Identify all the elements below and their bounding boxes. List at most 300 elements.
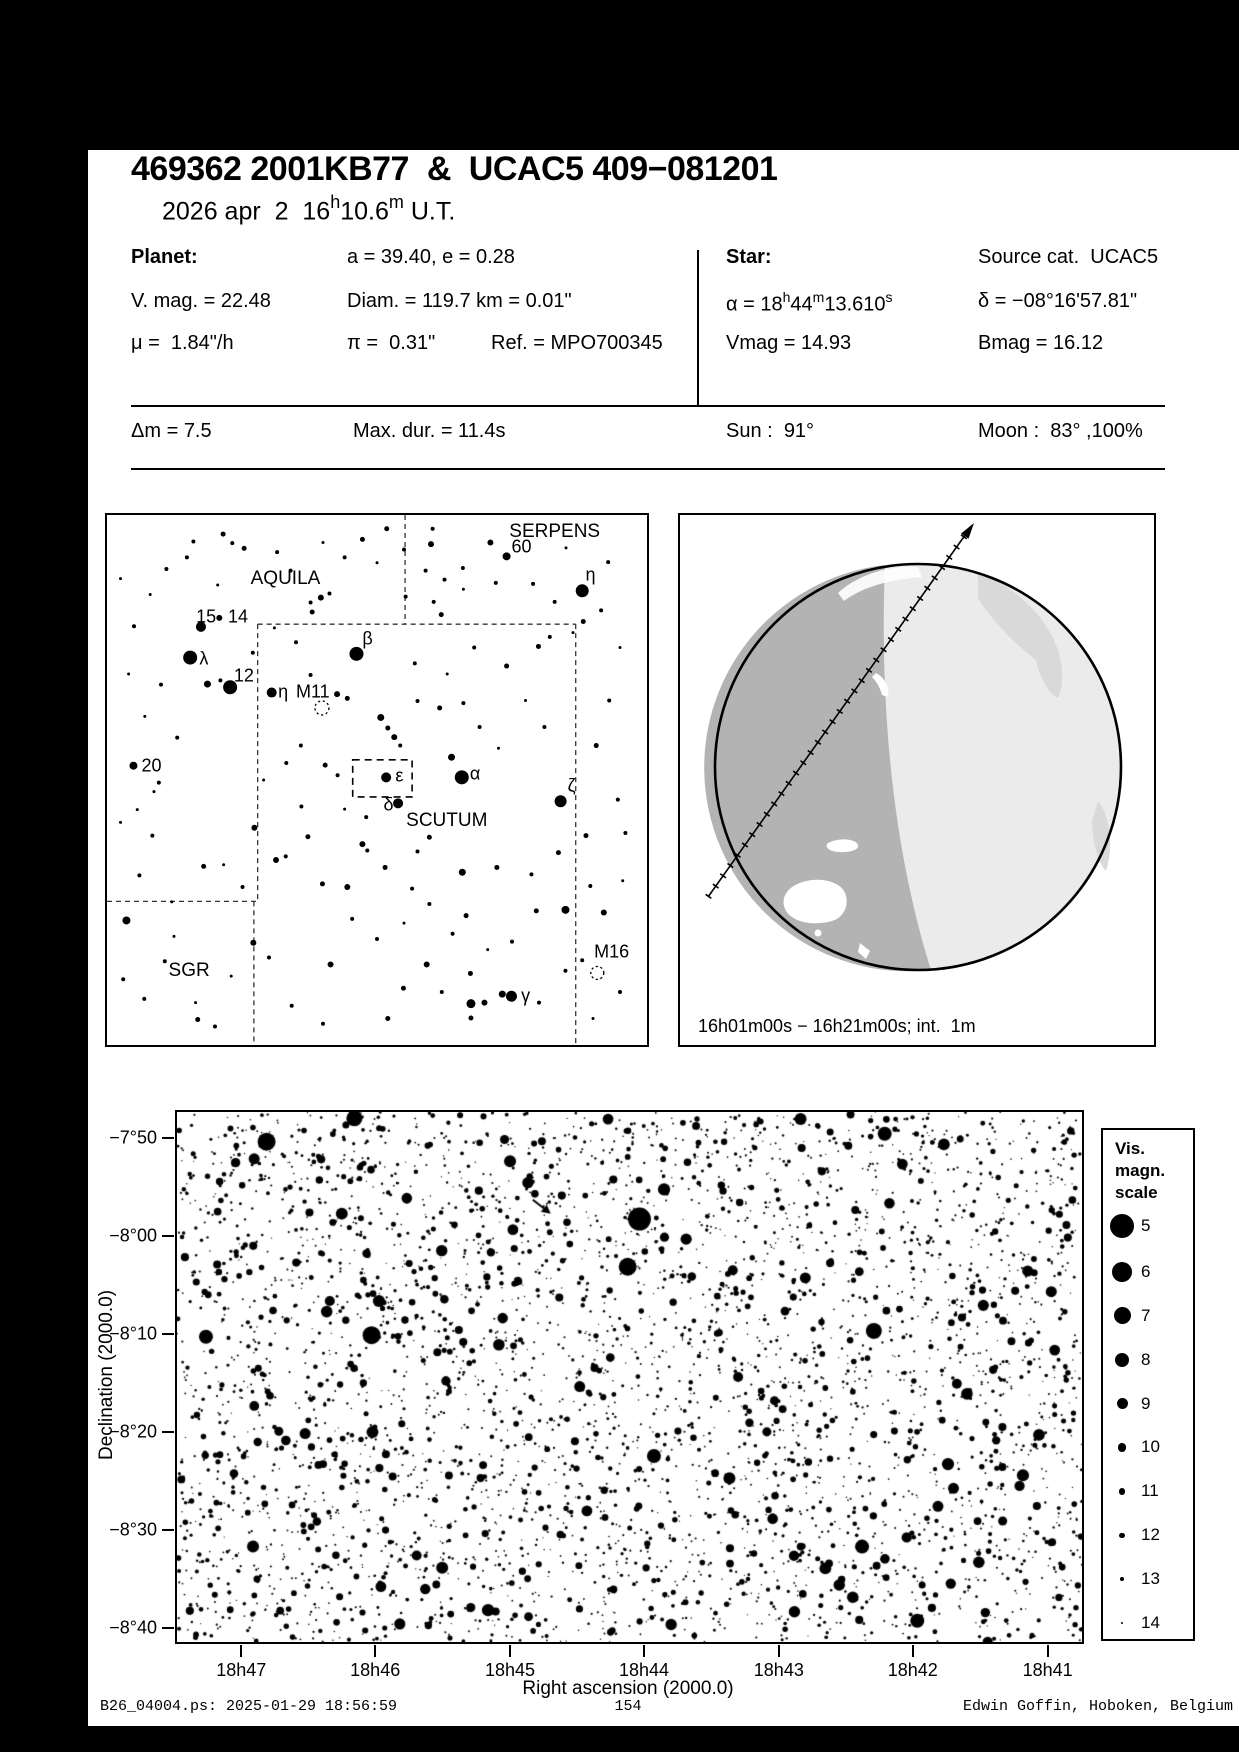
star-dot xyxy=(216,615,222,621)
chart-label-η: η xyxy=(585,564,596,585)
magnitude-drop: Δm = 7.5 xyxy=(131,420,212,442)
star-dot xyxy=(242,546,247,551)
star-dot xyxy=(129,762,137,770)
star-dot xyxy=(616,798,620,802)
star-dot xyxy=(364,815,368,819)
star-dot xyxy=(349,647,363,661)
x-tick-mark xyxy=(374,1645,376,1657)
star-dot xyxy=(385,1016,390,1021)
star-dot xyxy=(487,540,493,546)
star-dot xyxy=(343,808,346,811)
magnitude-dot xyxy=(1118,1443,1127,1452)
legend-dot-wrap xyxy=(1103,1262,1141,1282)
footer-author: Edwin Goffin, Hoboken, Belgium xyxy=(962,1698,1233,1715)
star-dot xyxy=(185,555,189,559)
legend-dot-wrap xyxy=(1103,1443,1141,1452)
chart-label-60: 60 xyxy=(511,536,532,557)
magnitude-value: 10 xyxy=(1141,1437,1160,1457)
star-dot xyxy=(427,902,431,906)
star-dot xyxy=(320,881,325,886)
sun-elongation: Sun : 91° xyxy=(726,420,815,442)
star-dot xyxy=(410,887,414,891)
legend-dot-wrap xyxy=(1103,1307,1141,1324)
star-dot xyxy=(486,948,489,951)
star-dot xyxy=(402,547,406,551)
star-dot xyxy=(576,584,589,597)
star-dot xyxy=(163,959,167,963)
star-dot xyxy=(383,865,388,870)
chart-label-m16: M16 xyxy=(594,941,630,962)
star-dot xyxy=(548,635,552,639)
y-tick-label: −8°30 xyxy=(109,1519,157,1540)
star-field-canvas xyxy=(177,1112,1082,1642)
column-divider xyxy=(697,250,699,407)
legend-entry-mag-12 xyxy=(1103,1525,1193,1545)
separator-line-bottom xyxy=(131,468,1165,470)
star-heading: Star: xyxy=(726,246,772,268)
star-dot xyxy=(290,1004,294,1008)
star-dot xyxy=(504,664,509,669)
y-tick-label: −8°40 xyxy=(109,1617,157,1638)
legend-entry-mag-10 xyxy=(1103,1437,1193,1457)
event-datetime xyxy=(162,194,455,226)
star-dot xyxy=(294,640,298,644)
minute-superscript: m xyxy=(388,192,404,212)
star-dot xyxy=(204,681,211,688)
legend-title-line2: magn. xyxy=(1115,1161,1166,1181)
event-hour: 16 xyxy=(302,197,331,226)
star-source-catalog: Source cat. UCAC5 xyxy=(978,246,1159,268)
legend-title-line1: Vis. xyxy=(1115,1139,1145,1158)
alpha-value: α = 18 xyxy=(726,293,783,316)
star-dot xyxy=(376,561,379,564)
x-tick-label: 18h47 xyxy=(216,1660,267,1680)
magnitude-value: 12 xyxy=(1141,1525,1160,1545)
chart-label-m11: M11 xyxy=(296,681,330,702)
star-dot xyxy=(510,940,514,944)
legend-entry-mag-5 xyxy=(1103,1214,1193,1238)
planet-motion: μ = 1.84"/h xyxy=(131,332,234,354)
chart-label-serpens: SERPENS xyxy=(509,520,601,542)
star-dot xyxy=(322,541,325,544)
chart-label-λ: λ xyxy=(199,648,209,669)
star-dot xyxy=(416,699,420,703)
legend-entry-mag-13 xyxy=(1103,1569,1193,1589)
star-dot xyxy=(191,540,195,544)
star-dot xyxy=(216,583,219,586)
chart-label-γ: γ xyxy=(521,985,531,1006)
star-dot xyxy=(553,600,557,604)
chart-label-12: 12 xyxy=(233,665,254,686)
star-dot xyxy=(309,673,313,677)
legend-entry-mag-14 xyxy=(1103,1613,1193,1633)
star-dot xyxy=(621,879,624,882)
star-dot xyxy=(149,593,152,596)
earth-globe xyxy=(680,515,1154,1045)
legend-entry-mag-11 xyxy=(1103,1481,1193,1501)
planet-parallax: π = 0.31" xyxy=(347,332,436,354)
y-tick-mark xyxy=(162,1137,174,1139)
alpha-sup-m: m xyxy=(812,289,825,305)
star-dot xyxy=(398,744,402,748)
footer-page-number: 154 xyxy=(614,1698,642,1715)
legend-dot-wrap xyxy=(1103,1577,1141,1581)
star-dot xyxy=(531,582,535,586)
magnitude-value: 9 xyxy=(1141,1393,1151,1413)
legend-rows xyxy=(1103,1214,1193,1633)
star-dot xyxy=(159,683,163,687)
event-date: 2026 apr 2 xyxy=(162,197,303,226)
chart-label-δ: δ xyxy=(383,794,394,815)
star-dot xyxy=(377,714,384,721)
x-tick-mark xyxy=(643,1645,645,1657)
legend-dot-wrap xyxy=(1103,1622,1141,1624)
star-dot xyxy=(437,705,442,710)
y-tick-mark xyxy=(162,1235,174,1237)
star-dot xyxy=(381,772,391,782)
star-dot xyxy=(607,699,611,703)
star-dot xyxy=(175,736,179,740)
star-dot xyxy=(284,854,288,858)
star-dot xyxy=(213,1024,217,1028)
event-minute: 10.6 xyxy=(340,197,389,226)
legend-dot-wrap xyxy=(1103,1398,1141,1409)
star-dot xyxy=(427,835,432,840)
star-dot xyxy=(152,790,155,793)
chart-label-15: 15 xyxy=(196,606,217,627)
star-dot xyxy=(451,932,455,936)
star-dot xyxy=(170,900,173,903)
legend-entry-mag-9 xyxy=(1103,1394,1193,1414)
magnitude-dot xyxy=(1117,1398,1128,1409)
y-tick-label: −7°50 xyxy=(109,1127,157,1148)
star-dot xyxy=(494,581,498,585)
star-dot xyxy=(393,798,403,808)
chart-label-20: 20 xyxy=(141,755,162,776)
planet-orbit: a = 39.40, e = 0.28 xyxy=(347,246,515,268)
star-dot xyxy=(250,940,256,946)
star-dot xyxy=(461,701,465,705)
magnitude-dot xyxy=(1112,1262,1132,1282)
magnitude-dot xyxy=(1110,1214,1134,1238)
footer-filename: B26_04004.ps: 2025-01-29 18:56:59 xyxy=(100,1698,398,1715)
star-dot xyxy=(623,831,627,835)
star-dot xyxy=(350,917,354,921)
star-dot xyxy=(345,696,350,701)
magnitude-dot xyxy=(1115,1353,1129,1367)
star-dot xyxy=(468,971,473,976)
star-dot xyxy=(464,913,469,918)
star-dot xyxy=(428,541,434,547)
continent-new-zealand-south xyxy=(846,963,858,976)
star-dot xyxy=(592,1017,595,1020)
x-tick-label: 18h44 xyxy=(618,1660,669,1680)
magnitude-value: 8 xyxy=(1141,1349,1151,1369)
star-dot xyxy=(497,747,500,750)
star-dot xyxy=(328,961,334,967)
star-dot xyxy=(318,595,324,601)
star-dot xyxy=(494,865,499,870)
magnitude-dot xyxy=(1120,1577,1124,1581)
star-dot xyxy=(537,1001,541,1005)
star-dot xyxy=(122,916,130,924)
star-dot xyxy=(299,744,303,748)
y-tick-mark xyxy=(162,1627,174,1629)
star-dot xyxy=(401,986,406,991)
star-dot xyxy=(478,725,482,729)
star-dot xyxy=(413,661,417,665)
star-dot xyxy=(416,850,420,854)
alpha-sec: 13.610 xyxy=(824,293,886,316)
star-dot xyxy=(472,646,476,650)
magnitude-legend xyxy=(1101,1128,1195,1641)
star-dot xyxy=(143,715,146,718)
star-dot xyxy=(499,991,506,998)
star-dot xyxy=(222,863,225,866)
magnitude-value: 11 xyxy=(1141,1481,1159,1501)
star-dot xyxy=(267,688,277,698)
legend-dot-wrap xyxy=(1103,1353,1141,1367)
x-tick-mark xyxy=(240,1645,242,1657)
magnitude-value: 13 xyxy=(1141,1569,1160,1588)
legend-dot-wrap xyxy=(1103,1214,1141,1238)
star-dot xyxy=(565,546,568,549)
star-dot xyxy=(606,560,610,564)
ut-suffix: U.T. xyxy=(403,197,456,226)
star-dot xyxy=(432,600,436,604)
document-page xyxy=(88,150,1239,1726)
star-dot xyxy=(619,646,622,649)
chart-label-14: 14 xyxy=(227,606,248,627)
legend-entry-mag-6 xyxy=(1103,1262,1193,1282)
star-dot xyxy=(195,1017,200,1022)
x-axis-title: Right ascension (2000.0) xyxy=(522,1678,734,1699)
star-dot xyxy=(503,552,511,560)
track-time-caption: 16h01m00s − 16h21m00s; int. 1m xyxy=(698,1016,976,1036)
star-dot xyxy=(127,673,130,676)
star-dot xyxy=(581,619,586,624)
y-tick-label: −8°10 xyxy=(109,1323,157,1344)
alpha-sup-h: h xyxy=(782,289,791,305)
magnitude-dot xyxy=(1119,1488,1126,1495)
chart-label-η: η xyxy=(278,681,289,702)
star-dot xyxy=(443,578,447,582)
star-dot xyxy=(556,850,561,855)
x-tick-label: 18h45 xyxy=(485,1660,536,1680)
star-dot xyxy=(343,555,347,559)
star-dot xyxy=(403,922,406,925)
star-dot xyxy=(218,678,222,682)
star-dot xyxy=(391,734,397,740)
planet-diameter: Diam. = 119.7 km = 0.01" xyxy=(347,290,572,312)
magnitude-dot xyxy=(1121,1622,1123,1624)
star-field-chart xyxy=(109,1110,1084,1680)
star-dot xyxy=(384,526,389,531)
magnitude-dot xyxy=(1114,1307,1131,1324)
star-dot xyxy=(580,958,584,962)
hour-superscript: h xyxy=(330,192,341,212)
star-dot xyxy=(251,651,255,655)
star-dot xyxy=(194,1001,197,1004)
star-dot xyxy=(273,626,276,629)
star-dot xyxy=(241,885,245,889)
star-dot xyxy=(142,997,146,1001)
chart-label-β: β xyxy=(362,628,373,649)
page-title: 469362 2001KB77 & UCAC5 409−081201 xyxy=(131,150,778,188)
planet-heading: Planet: xyxy=(131,246,198,268)
occultation-globe-panel xyxy=(678,513,1156,1047)
legend-title-line3: scale xyxy=(1115,1183,1158,1203)
star-dot xyxy=(468,1015,473,1020)
star-dot xyxy=(284,761,288,765)
alpha-min: 44 xyxy=(790,293,813,316)
y-tick-mark xyxy=(162,1333,174,1335)
star-dot xyxy=(359,841,365,847)
star-dot xyxy=(273,857,279,863)
legend-dot-wrap xyxy=(1103,1533,1141,1538)
star-dot xyxy=(251,825,257,831)
planet-vmag: V. mag. = 22.48 xyxy=(131,290,271,312)
star-dot xyxy=(230,541,234,545)
star-dot xyxy=(299,805,303,809)
star-dot xyxy=(132,624,136,628)
star-dot xyxy=(588,884,592,888)
finder-chart xyxy=(105,513,649,1047)
star-dot xyxy=(201,864,206,869)
star-vmag: Vmag = 14.93 xyxy=(726,332,852,354)
star-dot xyxy=(365,848,369,852)
star-dot xyxy=(262,779,265,782)
x-tick-mark xyxy=(1047,1645,1049,1657)
star-dot xyxy=(440,990,444,994)
max-duration: Max. dur. = 11.4s xyxy=(353,420,506,442)
x-tick-label: 18h46 xyxy=(350,1660,401,1680)
star-dot xyxy=(529,872,533,876)
star-dot xyxy=(439,612,444,617)
chart-label-ζ: ζ xyxy=(567,775,576,796)
star-dot xyxy=(424,961,430,967)
star-dot xyxy=(275,550,279,554)
star-dot xyxy=(446,673,449,676)
star-dot xyxy=(506,991,517,1002)
star-dot xyxy=(157,781,161,785)
star-dot xyxy=(536,644,541,649)
magnitude-value: 5 xyxy=(1141,1216,1151,1235)
star-dot xyxy=(583,833,588,838)
star-dot xyxy=(119,821,122,824)
star-dot xyxy=(121,977,125,981)
star-dot xyxy=(360,537,365,542)
star-dot xyxy=(136,808,139,811)
continent-tasmania xyxy=(815,930,822,937)
star-dot xyxy=(601,910,607,916)
star-dot xyxy=(305,834,310,839)
star-dot xyxy=(455,770,469,784)
legend-title xyxy=(1103,1130,1193,1208)
legend-dot-wrap xyxy=(1103,1488,1141,1495)
star-dot xyxy=(466,999,475,1008)
star-dot xyxy=(172,935,175,938)
star-declination: δ = −08°16'57.81" xyxy=(978,290,1138,312)
star-dot xyxy=(459,869,466,876)
star-dot xyxy=(327,591,331,595)
star-dot xyxy=(542,725,546,729)
y-axis-title: Declination (2000.0) xyxy=(96,1289,117,1461)
star-dot xyxy=(323,763,328,768)
star-dot xyxy=(563,969,567,973)
star-dot xyxy=(183,651,197,665)
y-tick-label: −8°20 xyxy=(109,1421,157,1442)
chart-label-sgr: SGR xyxy=(168,959,210,981)
star-dot xyxy=(461,566,465,570)
m16-nebula-circle xyxy=(591,966,604,979)
star-dot xyxy=(555,795,567,807)
star-dot xyxy=(561,906,569,914)
moon-elongation: Moon : 83° ,100% xyxy=(978,420,1143,442)
legend-entry-mag-7 xyxy=(1103,1306,1193,1326)
m11-cluster-circle xyxy=(315,701,329,715)
star-dot xyxy=(221,532,226,537)
star-dot xyxy=(344,884,350,890)
star-dot xyxy=(334,691,340,697)
chart-label-α: α xyxy=(469,763,481,784)
star-dot xyxy=(119,577,122,580)
magnitude-value: 14 xyxy=(1141,1612,1160,1632)
star-dot xyxy=(164,567,168,571)
star-dot xyxy=(336,773,340,777)
star-dot xyxy=(599,608,603,612)
x-tick-mark xyxy=(509,1645,511,1657)
star-dot xyxy=(524,699,527,702)
star-dot xyxy=(448,754,455,761)
star-dot xyxy=(230,975,233,978)
x-tick-label: 18h41 xyxy=(1022,1660,1073,1680)
star-dot xyxy=(481,1000,487,1006)
star-dot xyxy=(404,595,408,599)
legend-entry-mag-8 xyxy=(1103,1350,1193,1370)
y-tick-mark xyxy=(162,1529,174,1531)
star-dot xyxy=(137,873,141,877)
chart-label-scutum: SCUTUM xyxy=(406,810,488,832)
y-tick-mark xyxy=(162,1431,174,1433)
x-tick-label: 18h43 xyxy=(753,1660,804,1680)
star-bmag: Bmag = 16.12 xyxy=(978,332,1104,354)
planet-reference: Ref. = MPO700345 xyxy=(491,332,663,354)
alpha-sup-s: s xyxy=(885,289,893,305)
star-dot xyxy=(618,990,622,994)
star-dot xyxy=(534,908,539,913)
magnitude-dot xyxy=(1119,1533,1124,1538)
x-tick-mark xyxy=(778,1645,780,1657)
star-dot xyxy=(309,600,313,604)
x-tick-mark xyxy=(912,1645,914,1657)
star-dot xyxy=(424,569,428,573)
star-dot xyxy=(310,609,315,614)
star-dot xyxy=(267,956,271,960)
star-right-ascension xyxy=(726,290,893,317)
y-tick-label: −8°00 xyxy=(109,1225,157,1246)
x-tick-label: 18h42 xyxy=(887,1660,938,1680)
star-dot xyxy=(594,743,599,748)
star-dot xyxy=(385,726,390,731)
magnitude-value: 6 xyxy=(1141,1261,1151,1281)
separator-line-top xyxy=(131,405,1165,407)
chart-label-ε: ε xyxy=(395,765,404,786)
star-dot xyxy=(431,527,435,531)
chart-label-aquila: AQUILA xyxy=(250,567,321,589)
star-dot xyxy=(150,834,154,838)
magnitude-value: 7 xyxy=(1141,1305,1151,1325)
